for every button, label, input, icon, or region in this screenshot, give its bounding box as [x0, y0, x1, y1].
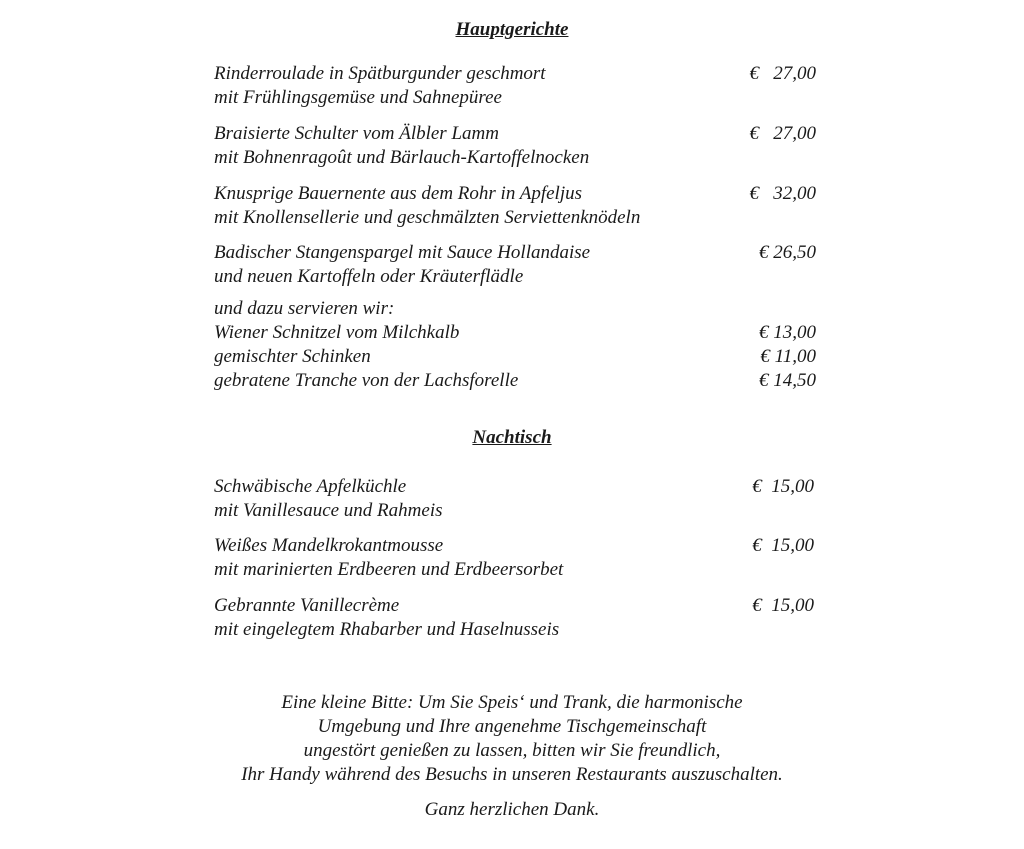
- dish-price: € 27,00: [749, 123, 816, 144]
- dessert-section-title: Nachtisch: [472, 427, 552, 448]
- extra-name: gemischter Schinken: [214, 346, 371, 367]
- dish-name: Rinderroulade in Spätburgunder geschmort: [214, 63, 546, 84]
- dessert-price: € 15,00: [752, 595, 814, 616]
- notice-line: Eine kleine Bitte: Um Sie Speis‘ und Trank, die harmonische: [281, 692, 743, 713]
- main-section-title: Hauptgerichte: [455, 19, 569, 40]
- dessert-name: Schwäbische Apfelküchle: [214, 476, 407, 497]
- dish-description: mit Bohnenragoût und Bärlauch-Kartoffelnocken: [214, 147, 590, 168]
- dessert-item: [214, 594, 816, 642]
- extras-intro: und dazu servieren wir:: [214, 298, 395, 319]
- extra-name: gebratene Tranche von der Lachsforelle: [214, 370, 519, 391]
- dessert-price: € 15,00: [752, 476, 814, 497]
- dish-description: mit Frühlingsgemüse und Sahnepüree: [214, 87, 502, 108]
- dish-description: und neuen Kartoffeln oder Kräuterflädle: [214, 266, 524, 287]
- extra-price: € 11,00: [760, 346, 816, 367]
- notice-line: Ihr Handy während des Besuchs in unseren Restaurants auszuschalten.: [241, 764, 783, 785]
- extra-item: [214, 345, 816, 369]
- dish-item: [214, 182, 816, 230]
- dessert-item: [214, 475, 816, 523]
- dessert-description: mit Vanillesauce und Rahmeis: [214, 500, 443, 521]
- extra-price: € 14,50: [759, 370, 816, 391]
- notice-line: ungestört genießen zu lassen, bitten wir Sie freundlich,: [303, 740, 721, 761]
- notice-line: Umgebung und Ihre angenehme Tischgemeinschaft: [317, 716, 707, 737]
- extras-list: [214, 297, 816, 321]
- dessert-item: [214, 534, 816, 582]
- dish-name: Knusprige Bauernente aus dem Rohr in Apfeljus: [214, 183, 583, 204]
- dish-price: € 27,00: [749, 63, 816, 84]
- thanks-line: [0, 798, 1024, 822]
- dish-price: € 32,00: [749, 183, 816, 204]
- dessert-description: mit marinierten Erdbeeren und Erdbeersorbet: [214, 559, 564, 580]
- dessert-price: € 15,00: [752, 535, 814, 556]
- dish-item: [214, 241, 816, 289]
- extra-name: Wiener Schnitzel vom Milchkalb: [214, 322, 460, 343]
- phone-notice: [0, 691, 1024, 787]
- extra-item: [214, 369, 816, 393]
- dish-description: mit Knollensellerie und geschmälzten Serviettenknödeln: [214, 207, 641, 228]
- dish-name: Braisierte Schulter vom Älbler Lamm: [214, 123, 499, 144]
- extra-price: € 13,00: [759, 322, 816, 343]
- dessert-name: Gebrannte Vanillecrème: [214, 595, 400, 616]
- dessert-description: mit eingelegtem Rhabarber und Haselnusseis: [214, 619, 560, 640]
- dessert-name: Weißes Mandelkrokantmousse: [214, 535, 444, 556]
- dish-item: [214, 62, 816, 110]
- extra-item: [214, 321, 816, 345]
- dish-name: Badischer Stangenspargel mit Sauce Hollandaise: [214, 242, 591, 263]
- dish-item: [214, 122, 816, 170]
- thanks-text: Ganz herzlichen Dank.: [424, 799, 600, 820]
- dish-price: € 26,50: [759, 242, 816, 263]
